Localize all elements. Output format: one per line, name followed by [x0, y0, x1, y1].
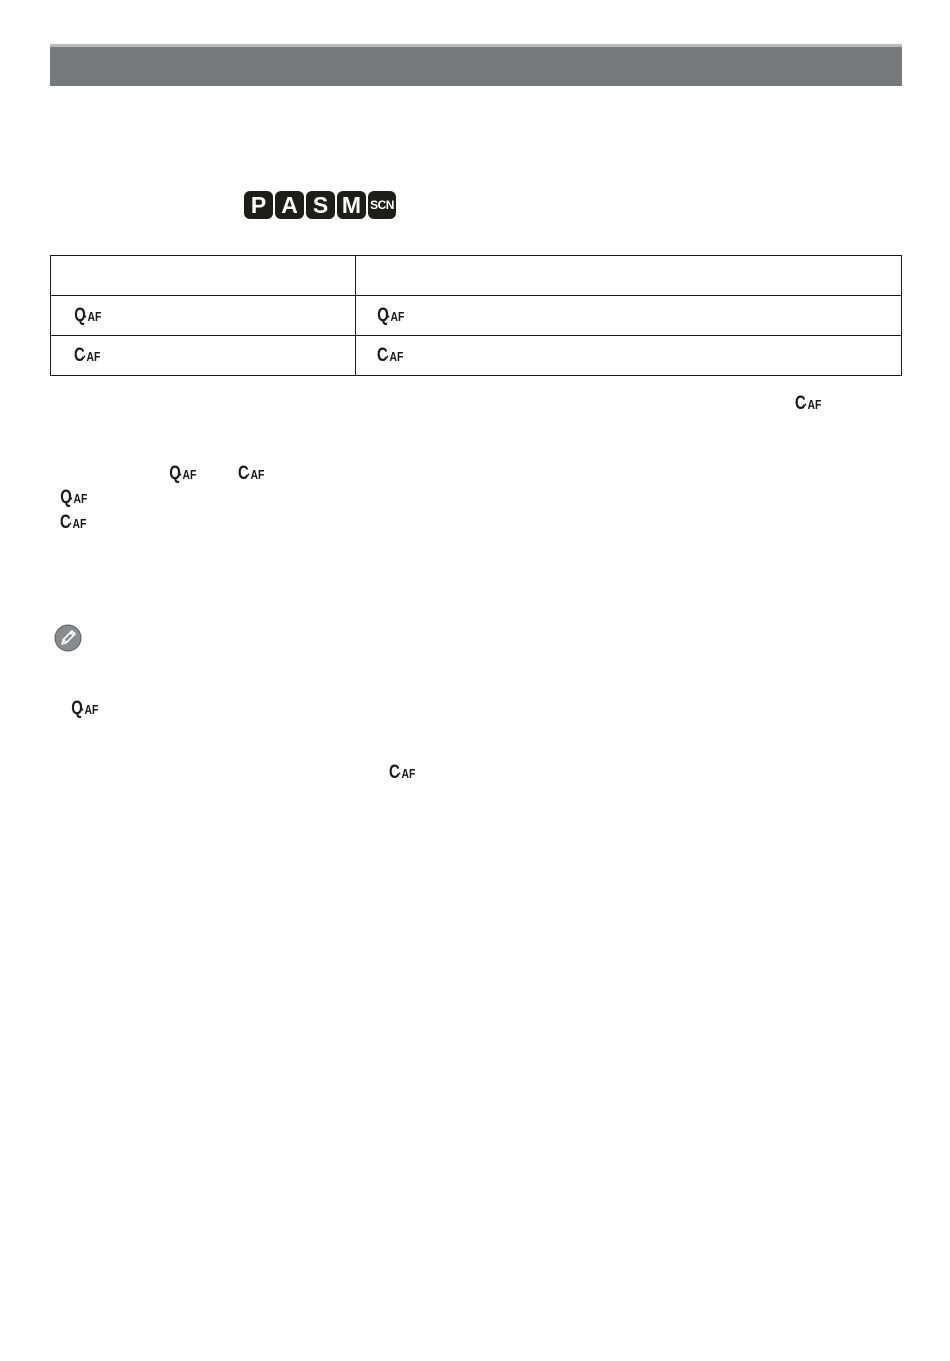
continuous-af-icon: C ·AF	[795, 393, 822, 414]
recording-mode-badges	[244, 191, 396, 219]
quick-af-icon: Q ·AF	[60, 487, 88, 508]
pencil-note-icon	[54, 624, 82, 652]
quick-af-icon: Q ·AF	[377, 304, 405, 326]
table-row	[51, 296, 902, 336]
table-header-cell-description	[356, 256, 902, 296]
mode-badge-p: P	[244, 191, 273, 219]
table-cell-description	[356, 296, 902, 336]
table-cell-item	[51, 336, 356, 376]
mode-badge-a: A	[275, 191, 304, 219]
table-header-cell-item	[51, 256, 356, 296]
continuous-af-icon: C ·AF	[238, 463, 265, 484]
af-mode-table	[50, 255, 902, 376]
continuous-af-icon: C ·AF	[389, 762, 416, 783]
table-header-row	[51, 256, 902, 296]
mode-badge-m: M	[337, 191, 366, 219]
table-cell-description	[356, 336, 902, 376]
continuous-af-icon: C ·AF	[60, 512, 87, 533]
continuous-af-icon: C ·AF	[377, 344, 404, 366]
quick-af-icon: Q ·AF	[74, 304, 102, 326]
table-row	[51, 336, 902, 376]
continuous-af-icon: C ·AF	[74, 344, 101, 366]
mode-badge-s: S	[306, 191, 335, 219]
quick-af-icon: Q ·AF	[71, 698, 99, 719]
mode-badge-scn: SCN	[368, 191, 396, 219]
section-header-bar	[50, 44, 902, 86]
table-cell-item	[51, 296, 356, 336]
quick-af-icon: Q ·AF	[169, 463, 197, 484]
